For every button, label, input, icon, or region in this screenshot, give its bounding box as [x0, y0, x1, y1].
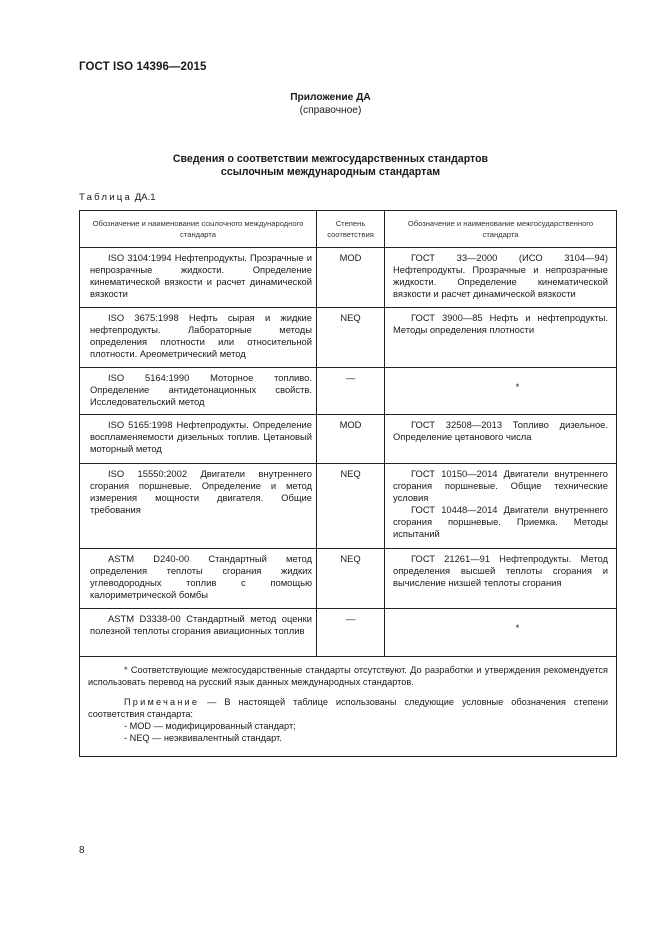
note: [88, 696, 608, 720]
section-title-line1: Сведения о соответствии межгосударственных стандартов: [172, 153, 489, 165]
page-number: 8: [79, 845, 85, 856]
correspondence-table: [79, 210, 617, 757]
interstate-standard-cell: *: [385, 368, 617, 415]
table-label-prefix: Таблица: [79, 192, 133, 203]
section-title-line2: ссылочным международным стандартам: [220, 166, 441, 178]
table-header-row: [80, 211, 617, 248]
interstate-standard-cell: ГОСТ 3900—85 Нефть и нефтепродукты. Методы определения плотности: [385, 308, 617, 368]
degree-cell: MOD: [317, 248, 385, 308]
appendix-subtitle: (справочное): [299, 105, 362, 116]
interstate-standard-cell: ГОСТ 21261—91 Нефтепродукты. Метод определения высшей теплоты сгорания и вычисление низшей теплоты сгорания: [385, 549, 617, 609]
degree-cell: NEQ: [317, 549, 385, 609]
degree-cell: —: [317, 368, 385, 415]
note-list-item: - NEQ — неэквивалентный стандарт.: [124, 733, 282, 743]
document-code: ГОСТ ISO 14396—2015: [79, 61, 207, 73]
interstate-standard-cell: ГОСТ 10150—2014 Двигатели внутреннего сгорания поршневые. Общие технические условия ГОСТ 10448—2014 Двигатели внутреннего сгорания поршневые. Приемка. Методы испытаний: [385, 464, 617, 549]
intl-standard-cell: ISO 5164:1990 Моторное топливо. Определение антидетонационных свойств. Исследовательский метод: [80, 368, 317, 415]
table-row: [80, 308, 617, 368]
note-list-item: - MOD — модифицированный стандарт;: [124, 721, 296, 731]
table-notes: [80, 657, 617, 757]
header-interstate-standard: Обозначение и наименование межгосударственного стандарта: [385, 211, 617, 248]
header-degree: Степень соответствия: [317, 211, 385, 248]
intl-standard-cell: ASTM D3338-00 Стандартный метод оценки полезной теплоты сгорания авиационных топлив: [80, 609, 317, 657]
appendix-title: Приложение ДА: [290, 92, 371, 103]
intl-standard-cell: ISO 15550:2002 Двигатели внутреннего сгорания поршневые. Определение и метод измерения мощности двигателя. Общие требования: [80, 464, 317, 549]
intl-standard-cell: ISO 3104:1994 Нефтепродукты. Прозрачные и непрозрачные жидкости. Определение кинематической вязкости и расчет динамической вязкости: [80, 248, 317, 308]
table-row: [80, 609, 617, 657]
note-label: Примечание: [124, 697, 200, 707]
table-row: [80, 415, 617, 464]
header-international-standard: Обозначение и наименование ссылочного международного стандарта: [80, 211, 317, 248]
interstate-standard-cell: *: [385, 609, 617, 657]
intl-standard-cell: ISO 3675:1998 Нефть сырая и жидкие нефтепродукты. Лабораторные методы определения плотности или относительной плотности. Ареометрический метод: [80, 308, 317, 368]
degree-cell: —: [317, 609, 385, 657]
table-label-id: ДА.1: [134, 192, 156, 203]
table-row: [80, 464, 617, 549]
footnote: * Соответствующие межгосударственные стандарты отсутствуют. До разработки и утверждения рекомендуется использовать перевод на русский язык данных международных стандартов.: [88, 665, 608, 687]
degree-cell: MOD: [317, 415, 385, 464]
interstate-standard-cell: ГОСТ 33—2000 (ИСО 3104—94) Нефтепродукты. Прозрачные и непрозрачные жидкости. Определение кинематической вязкости и расчет динамической вязкости: [385, 248, 617, 308]
table-row: [80, 549, 617, 609]
note-text: — В настоящей таблице использованы следующие условные обозначения степени соответствия стандарта:: [88, 697, 608, 719]
intl-standard-cell: ISO 5165:1998 Нефтепродукты. Определение воспламеняемости дизельных топлив. Цетановый моторный метод: [80, 415, 317, 464]
interstate-standard-cell: ГОСТ 32508—2013 Топливо дизельное. Определение цетанового числа: [385, 415, 617, 464]
degree-cell: NEQ: [317, 464, 385, 549]
intl-standard-cell: ASTM D240-00 Стандартный метод определения теплоты сгорания жидких углеводородных топлив с помощью калориметрической бомбы: [80, 549, 317, 609]
degree-cell: NEQ: [317, 308, 385, 368]
table-row: [80, 368, 617, 415]
table-label: [79, 192, 156, 203]
table-notes-row: [80, 657, 617, 757]
table-row: [80, 248, 617, 308]
